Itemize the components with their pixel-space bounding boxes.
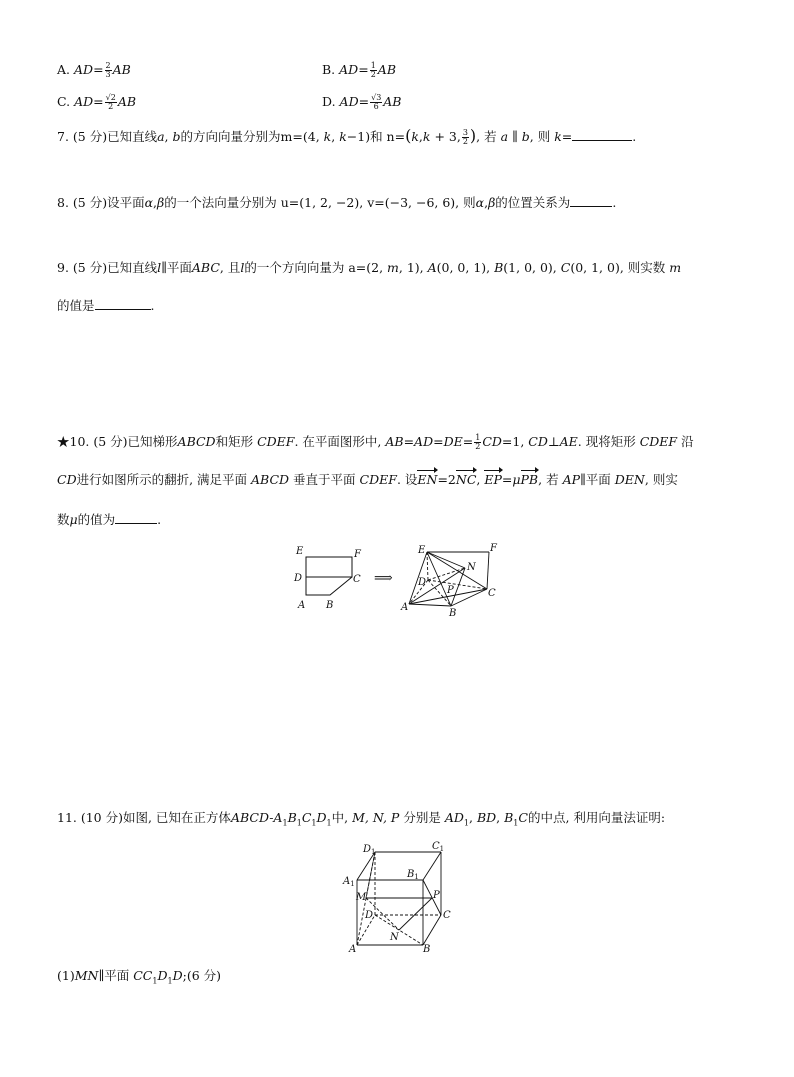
q10-flat-figure xyxy=(306,557,352,595)
label-c1: $C_1$ xyxy=(432,841,445,853)
q6-option-c: C. AD= $\frac{√2}{2}$ AB xyxy=(57,93,137,111)
label-c-folded: C xyxy=(488,588,496,599)
label-n: N xyxy=(390,932,399,943)
label-c: C xyxy=(443,910,451,921)
label-p: P xyxy=(447,585,454,596)
label-n: N xyxy=(467,562,476,573)
label-b: B xyxy=(423,944,431,955)
label-a1: $A_1$ xyxy=(343,876,355,888)
label-p: P xyxy=(433,890,440,901)
q10-figure xyxy=(285,540,515,622)
trapezoid-abcd xyxy=(306,577,352,595)
label-b1: $B_1$ xyxy=(407,869,419,881)
question-8: 8. (5 分)设平面α,β的一个法向量分别为 u=(1, 2, −2), v=(−3, −6, 6), 则α,β的位置关系为 . xyxy=(57,195,617,210)
label-a: A xyxy=(298,600,306,611)
label-b-folded: B xyxy=(449,608,457,619)
label-a-folded: A xyxy=(401,602,409,613)
question-7: 7. (5 分)已知直线a, b的方向向量分别为m=(4, k, k−1)和 n=(k,k + 3, $\frac{3}{2}$ ), 若 a ∥ b, 则 k= . xyxy=(57,126,637,146)
answer-blank xyxy=(570,194,612,207)
question-10-line-2: CD进行如图所示的翻折, 满足平面 ABCD 垂直于平面 CDEF. 设EN=2NC, EP=μPB, 若 AP∥平面 DEN, 则实 xyxy=(57,472,678,487)
question-10-line-3: 数μ的值为 . xyxy=(57,512,162,527)
label-m: M xyxy=(356,892,367,903)
answer-blank xyxy=(115,511,157,524)
label-d1: $D_1$ xyxy=(363,844,376,856)
question-10: ★10. (5 分)已知梯形ABCD和矩形 CDEF. 在平面图形中, AB=AD=DE= $\frac{1}{2}$ CD=1, CD⊥AE. 现将矩形 CDEF 沿 xyxy=(57,433,694,451)
label-e: E xyxy=(296,546,304,557)
answer-blank xyxy=(572,128,632,141)
question-11-part-1: (1)MN∥平面 $CC_1D_1D;(6$ 分) xyxy=(57,968,222,986)
q6-option-a: A. AD= $\frac{2}{3}$ AB xyxy=(57,61,131,79)
label-c: C xyxy=(353,574,361,585)
q6-option-b: B. AD= $\frac{1}{2}$ AB xyxy=(322,61,397,79)
label-f: F xyxy=(354,549,361,560)
q6-option-d: D. AD= $\frac{√3}{6}$ AB xyxy=(322,93,402,111)
answer-blank xyxy=(95,297,151,310)
question-9-line-2: 的值是 . xyxy=(57,298,155,313)
label-f-folded: F xyxy=(490,543,497,554)
label-d: D xyxy=(365,910,374,921)
q11-cube-figure xyxy=(340,838,460,958)
label-e-folded: E xyxy=(418,545,426,556)
label-d: D xyxy=(294,573,303,584)
transform-arrow-icon: ⟹ xyxy=(374,571,393,586)
label-a: A xyxy=(349,944,357,955)
label-b: B xyxy=(326,600,334,611)
rectangle-cdef xyxy=(306,557,352,577)
label-d-folded: D xyxy=(418,577,427,588)
question-9: 9. (5 分)已知直线l∥平面ABC, 且l的一个方向向量为 a=(2, m, 1), A(0, 0, 1), B(1, 0, 0), C(0, 1, 0), 则实数 m xyxy=(57,260,682,275)
question-11: 11. (10 分)如图, 已知在正方体ABCD-$A_1B_1C_1D_1$中, M, N, P 分别是 $AD_1$, BD, $B_1C$的中点, 利用向量法证明: xyxy=(57,810,666,828)
